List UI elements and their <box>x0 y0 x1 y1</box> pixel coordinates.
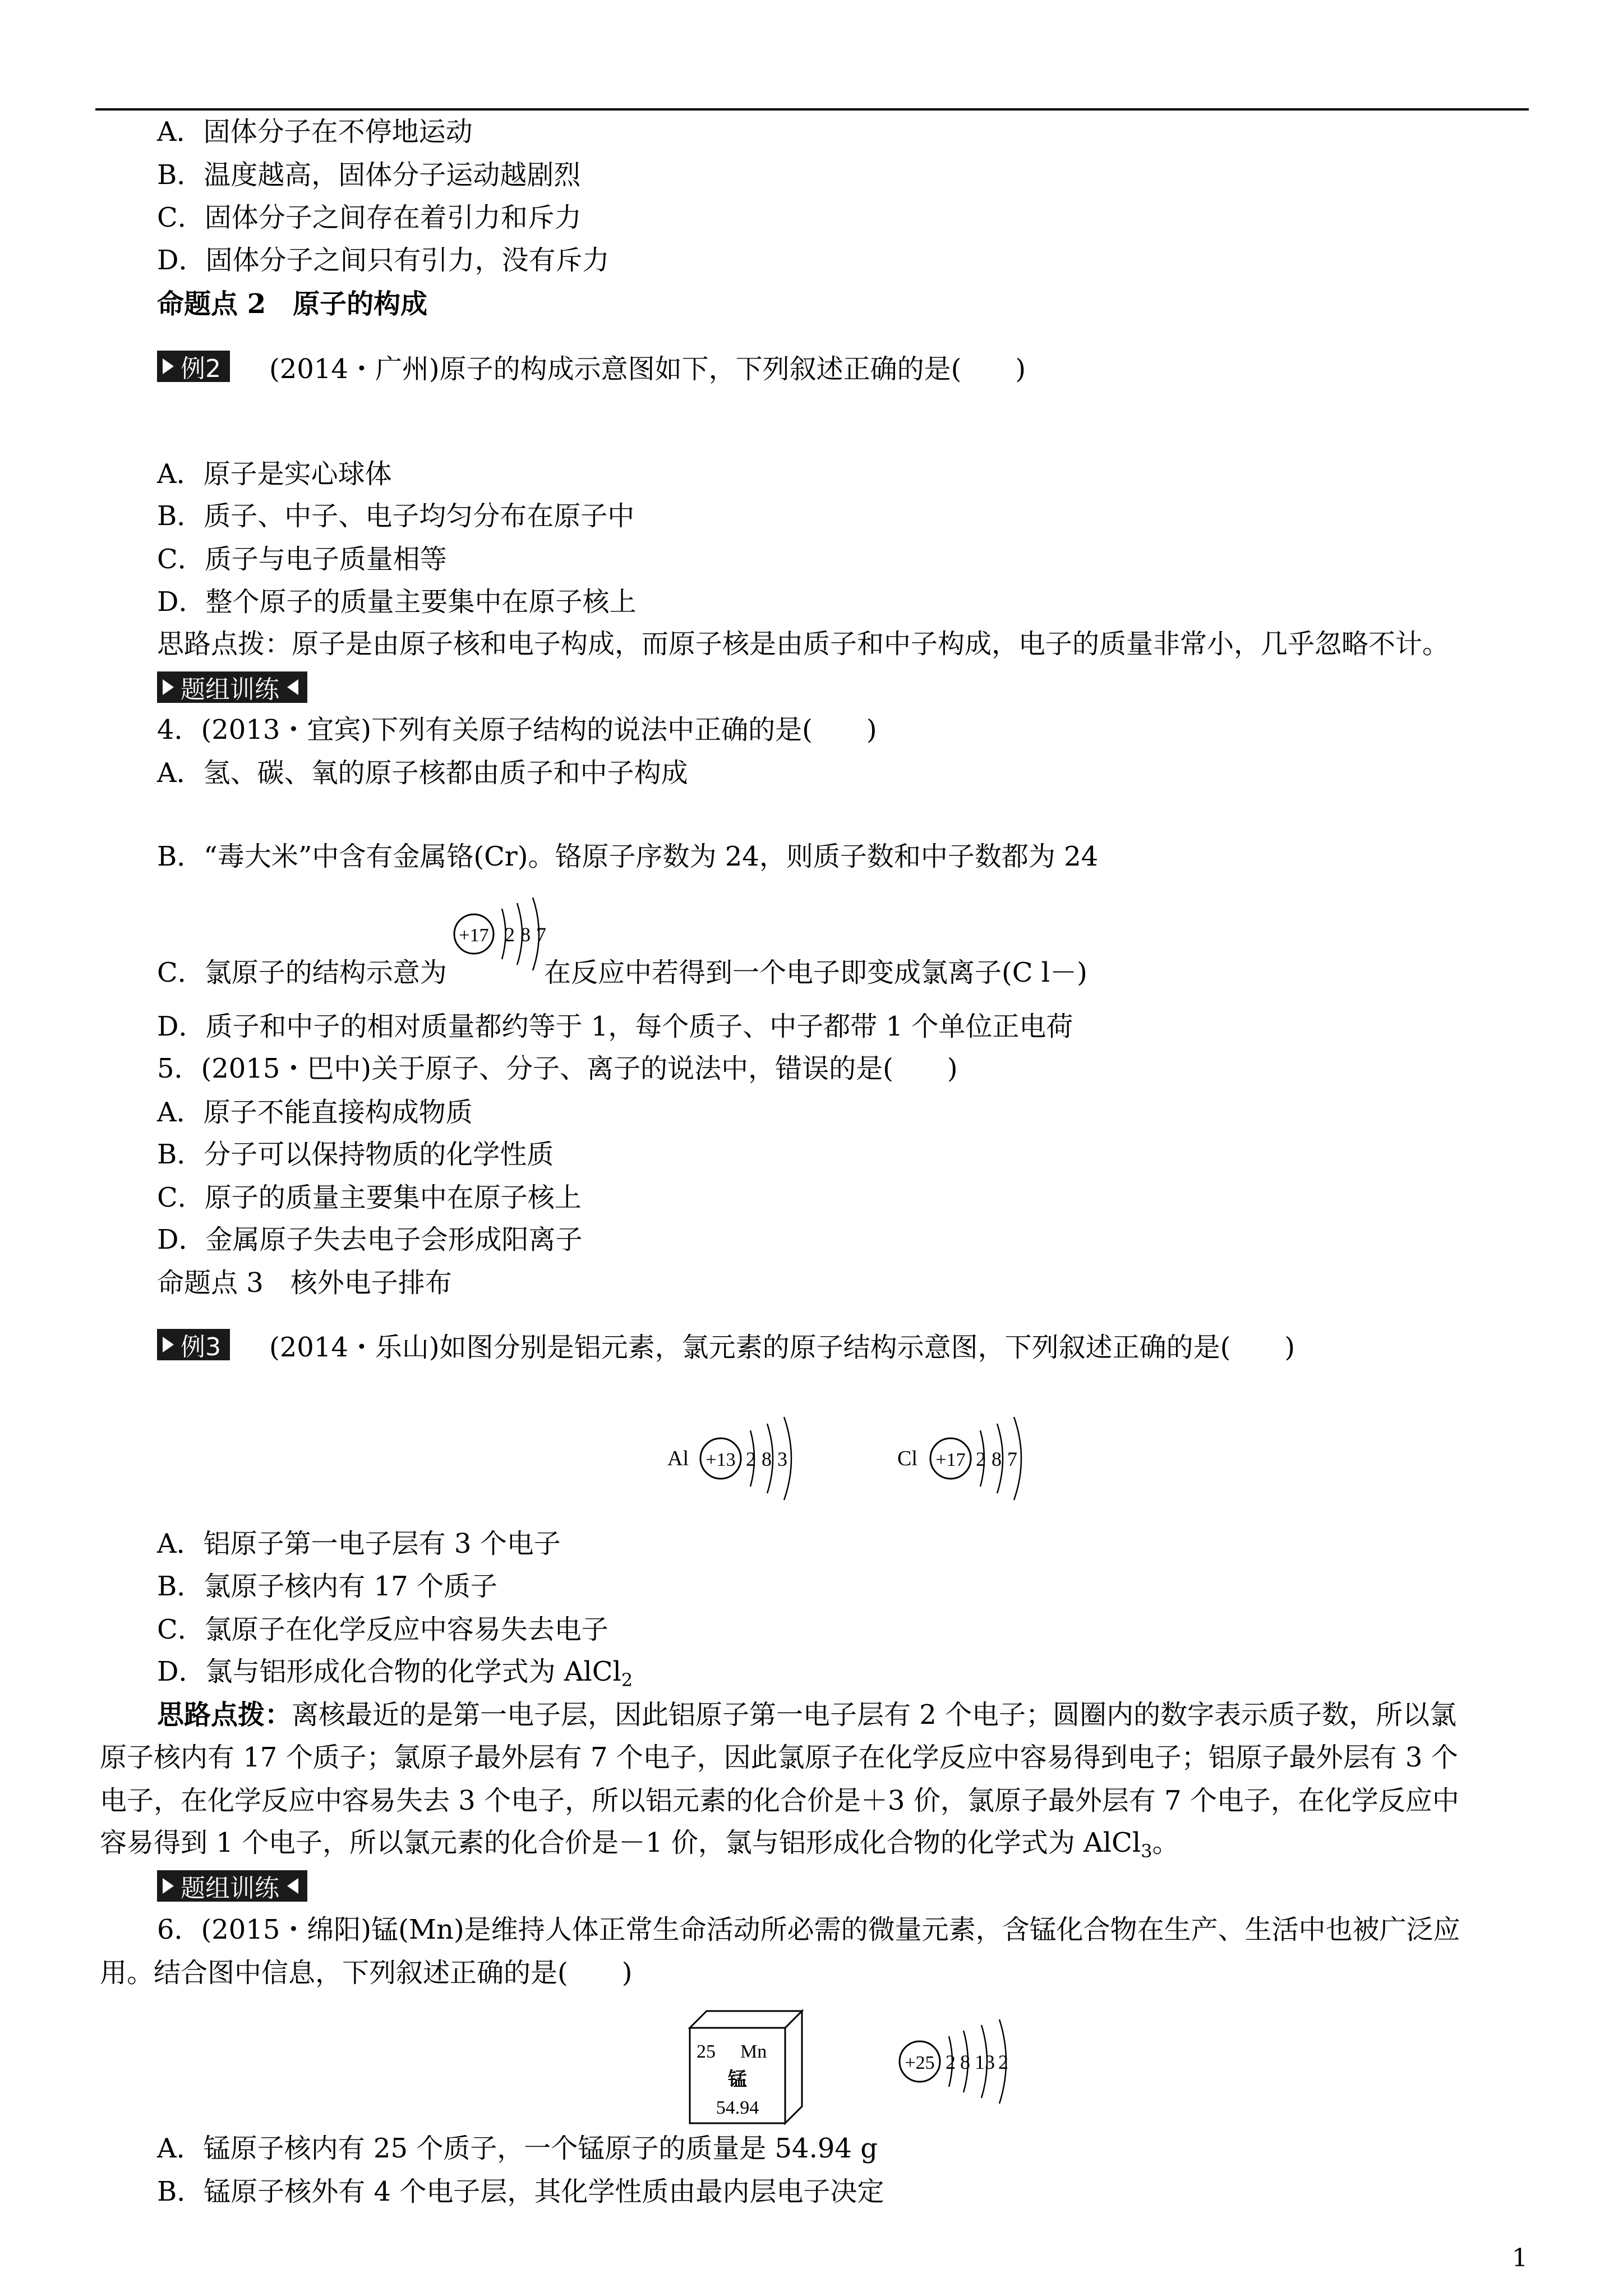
manganese-shell-4: 2 <box>998 2051 1008 2073</box>
play-icon <box>163 358 174 374</box>
ex3-hint-line-2: 原子核内有 17 个质子；氯原子最外层有 7 个电子，因此氯原子在化学反应中容易得到电子；铝原子最外层有 3 个 <box>100 1742 1458 1773</box>
q5-option-d: D．金属原子失去电子会形成阳离子 <box>157 1224 583 1255</box>
page-number: 1 <box>1512 2244 1528 2272</box>
q4-option-c-post: 在反应中若得到一个电子即变成氯离子(C l－) <box>544 957 1087 988</box>
chlorine-shell-3b: 7 <box>1007 1448 1017 1470</box>
chlorine-nucleus-label-2: +17 <box>935 1450 966 1470</box>
aluminum-shell-3: 3 <box>777 1448 787 1470</box>
q3-option-c: C．固体分子之间存在着引力和斥力 <box>157 202 582 233</box>
chlorine-atom-diagram <box>449 886 555 987</box>
q5-option-c: C．原子的质量主要集中在原子核上 <box>157 1182 582 1213</box>
q3-option-b: B．温度越高，固体分子运动越剧烈 <box>157 159 581 191</box>
ex3-hint-label: 思路点拨： <box>157 1699 292 1731</box>
manganese-shell-1: 2 <box>946 2051 956 2073</box>
manganese-element-cell <box>684 2003 808 2126</box>
q5-option-b: B．分子可以保持物质的化学性质 <box>157 1139 554 1170</box>
manganese-shell-3: 13 <box>975 2051 995 2073</box>
drill-2-row <box>157 1870 307 1902</box>
ex2-hint: 思路点拨：原子是由原子核和电子构成，而原子核是由质子和中子构成，电子的质量非常小，几乎忽略不计。 <box>157 628 1450 660</box>
chlorine-shell-1b: 2 <box>976 1448 986 1470</box>
aluminum-nucleus-label: +13 <box>706 1450 736 1470</box>
element-mass: 54.94 <box>716 2097 759 2118</box>
q6-option-b: B．锰原子核外有 4 个电子层，其化学性质由最内层电子决定 <box>157 2176 884 2207</box>
play-icon <box>163 1878 174 1894</box>
example-3-badge: 例3 <box>157 1329 230 1360</box>
example-2-badge: 例2 <box>157 351 230 382</box>
element-symbol: Mn <box>740 2041 767 2062</box>
ex2-option-c: C．质子与电子质量相等 <box>157 544 447 575</box>
ex3-hint-line-4: 容易得到 1 个电子，所以氯元素的化合价是－1 价，氯与铝形成化合物的化学式为 AlCl$_3$。 <box>100 1827 1179 1862</box>
q6-option-a: A．锰原子核内有 25 个质子，一个锰原子的质量是 54.94 g <box>157 2133 878 2164</box>
element-name: 锰 <box>728 2068 747 2091</box>
play-icon <box>163 1337 174 1352</box>
manganese-nucleus-label: +25 <box>905 2053 935 2073</box>
ex2-option-b: B．质子、中子、电子均匀分布在原子中 <box>157 500 635 532</box>
q4-option-d: D．质子和中子的相对质量都约等于 1，每个质子、中子都带 1 个单位正电荷 <box>157 1011 1073 1042</box>
ex3-option-a: A．铝原子第一电子层有 3 个电子 <box>157 1528 561 1559</box>
q5-option-a: A．原子不能直接构成物质 <box>157 1097 473 1128</box>
ex3-option-c: C．氯原子在化学反应中容易失去电子 <box>157 1614 608 1645</box>
manganese-atom-diagram <box>892 2008 1038 2115</box>
example-2-row <box>157 350 1026 383</box>
example-2-stem: (2014・广州)原子的构成示意图如下，下列叙述正确的是( ) <box>269 353 1026 385</box>
chlorine-atom-diagram-2 <box>897 1402 1043 1515</box>
manganese-shell-2: 8 <box>960 2051 970 2073</box>
chlorine-nucleus-label: +17 <box>459 925 489 946</box>
q5-stem: 5．(2015・巴中)关于原子、分子、离子的说法中，错误的是( ) <box>157 1053 958 1084</box>
q3-option-d: D．固体分子之间只有引力，没有斥力 <box>157 245 610 276</box>
ex2-option-a: A．原子是实心球体 <box>157 458 392 490</box>
ex3-hint-line-3: 电子，在化学反应中容易失去 3 个电子，所以铝元素的化合价是＋3 价，氯原子最外层有 7 个电子，在化学反应中 <box>100 1785 1459 1816</box>
back-triangle-icon <box>287 679 298 695</box>
section-title-2: 命题点 2 原子的构成 <box>157 288 428 320</box>
example-3-row <box>157 1328 1295 1361</box>
back-triangle-icon <box>287 1878 298 1894</box>
q4-option-c-pre: C．氯原子的结构示意为 <box>157 957 447 988</box>
chlorine-shell-1: 2 <box>505 923 515 946</box>
chlorine-shell-2: 8 <box>520 923 531 946</box>
q4-option-a: A．氢、碳、氧的原子核都由质子和中子构成 <box>157 757 688 789</box>
aluminum-shell-2: 8 <box>762 1448 772 1470</box>
header-rule <box>95 108 1529 111</box>
q4-option-b: B．“毒大米”中含有金属铬(Cr)。铬原子序数为 24，则质子数和中子数都为 24 <box>157 841 1099 872</box>
ex3-hint-line-1: 思路点拨：离核最近的是第一电子层，因此铝原子第一电子层有 2 个电子；圆圈内的数字表示质子数，所以氯 <box>157 1699 1457 1731</box>
q6-stem-line-1: 6．(2015・绵阳)锰(Mn)是维持人体正常生命活动所必需的微量元素，含锰化合物在生产、生活中也被广泛应 <box>157 1914 1460 1945</box>
chlorine-symbol: Cl <box>897 1447 917 1470</box>
q6-stem-line-2: 用。结合图中信息，下列叙述正确的是( ) <box>100 1957 633 1989</box>
q3-option-a: A．固体分子在不停地运动 <box>157 116 473 148</box>
ex3-option-d: D．氯与铝形成化合物的化学式为 AlCl$_2$ <box>157 1656 633 1691</box>
drill-1-row <box>157 671 307 703</box>
aluminum-symbol: Al <box>667 1447 689 1470</box>
aluminum-atom-diagram <box>667 1402 813 1515</box>
element-number: 25 <box>697 2041 716 2062</box>
play-icon <box>163 679 174 695</box>
example-3-stem: (2014・乐山)如图分别是铝元素，氯元素的原子结构示意图，下列叙述正确的是( ) <box>269 1331 1295 1363</box>
aluminum-shell-1: 2 <box>746 1448 756 1470</box>
ex2-option-d: D．整个原子的质量主要集中在原子核上 <box>157 586 637 618</box>
ex3-option-b: B．氯原子核内有 17 个质子 <box>157 1571 497 1602</box>
chlorine-shell-3: 7 <box>536 923 546 946</box>
drill-2-badge: 题组训练 <box>157 1870 307 1902</box>
q4-stem: 4．(2013・宜宾)下列有关原子结构的说法中正确的是( ) <box>157 714 877 746</box>
chlorine-shell-2b: 8 <box>992 1448 1002 1470</box>
section-title-3: 命题点 3 核外电子排布 <box>157 1267 452 1299</box>
drill-1-badge: 题组训练 <box>157 671 307 703</box>
